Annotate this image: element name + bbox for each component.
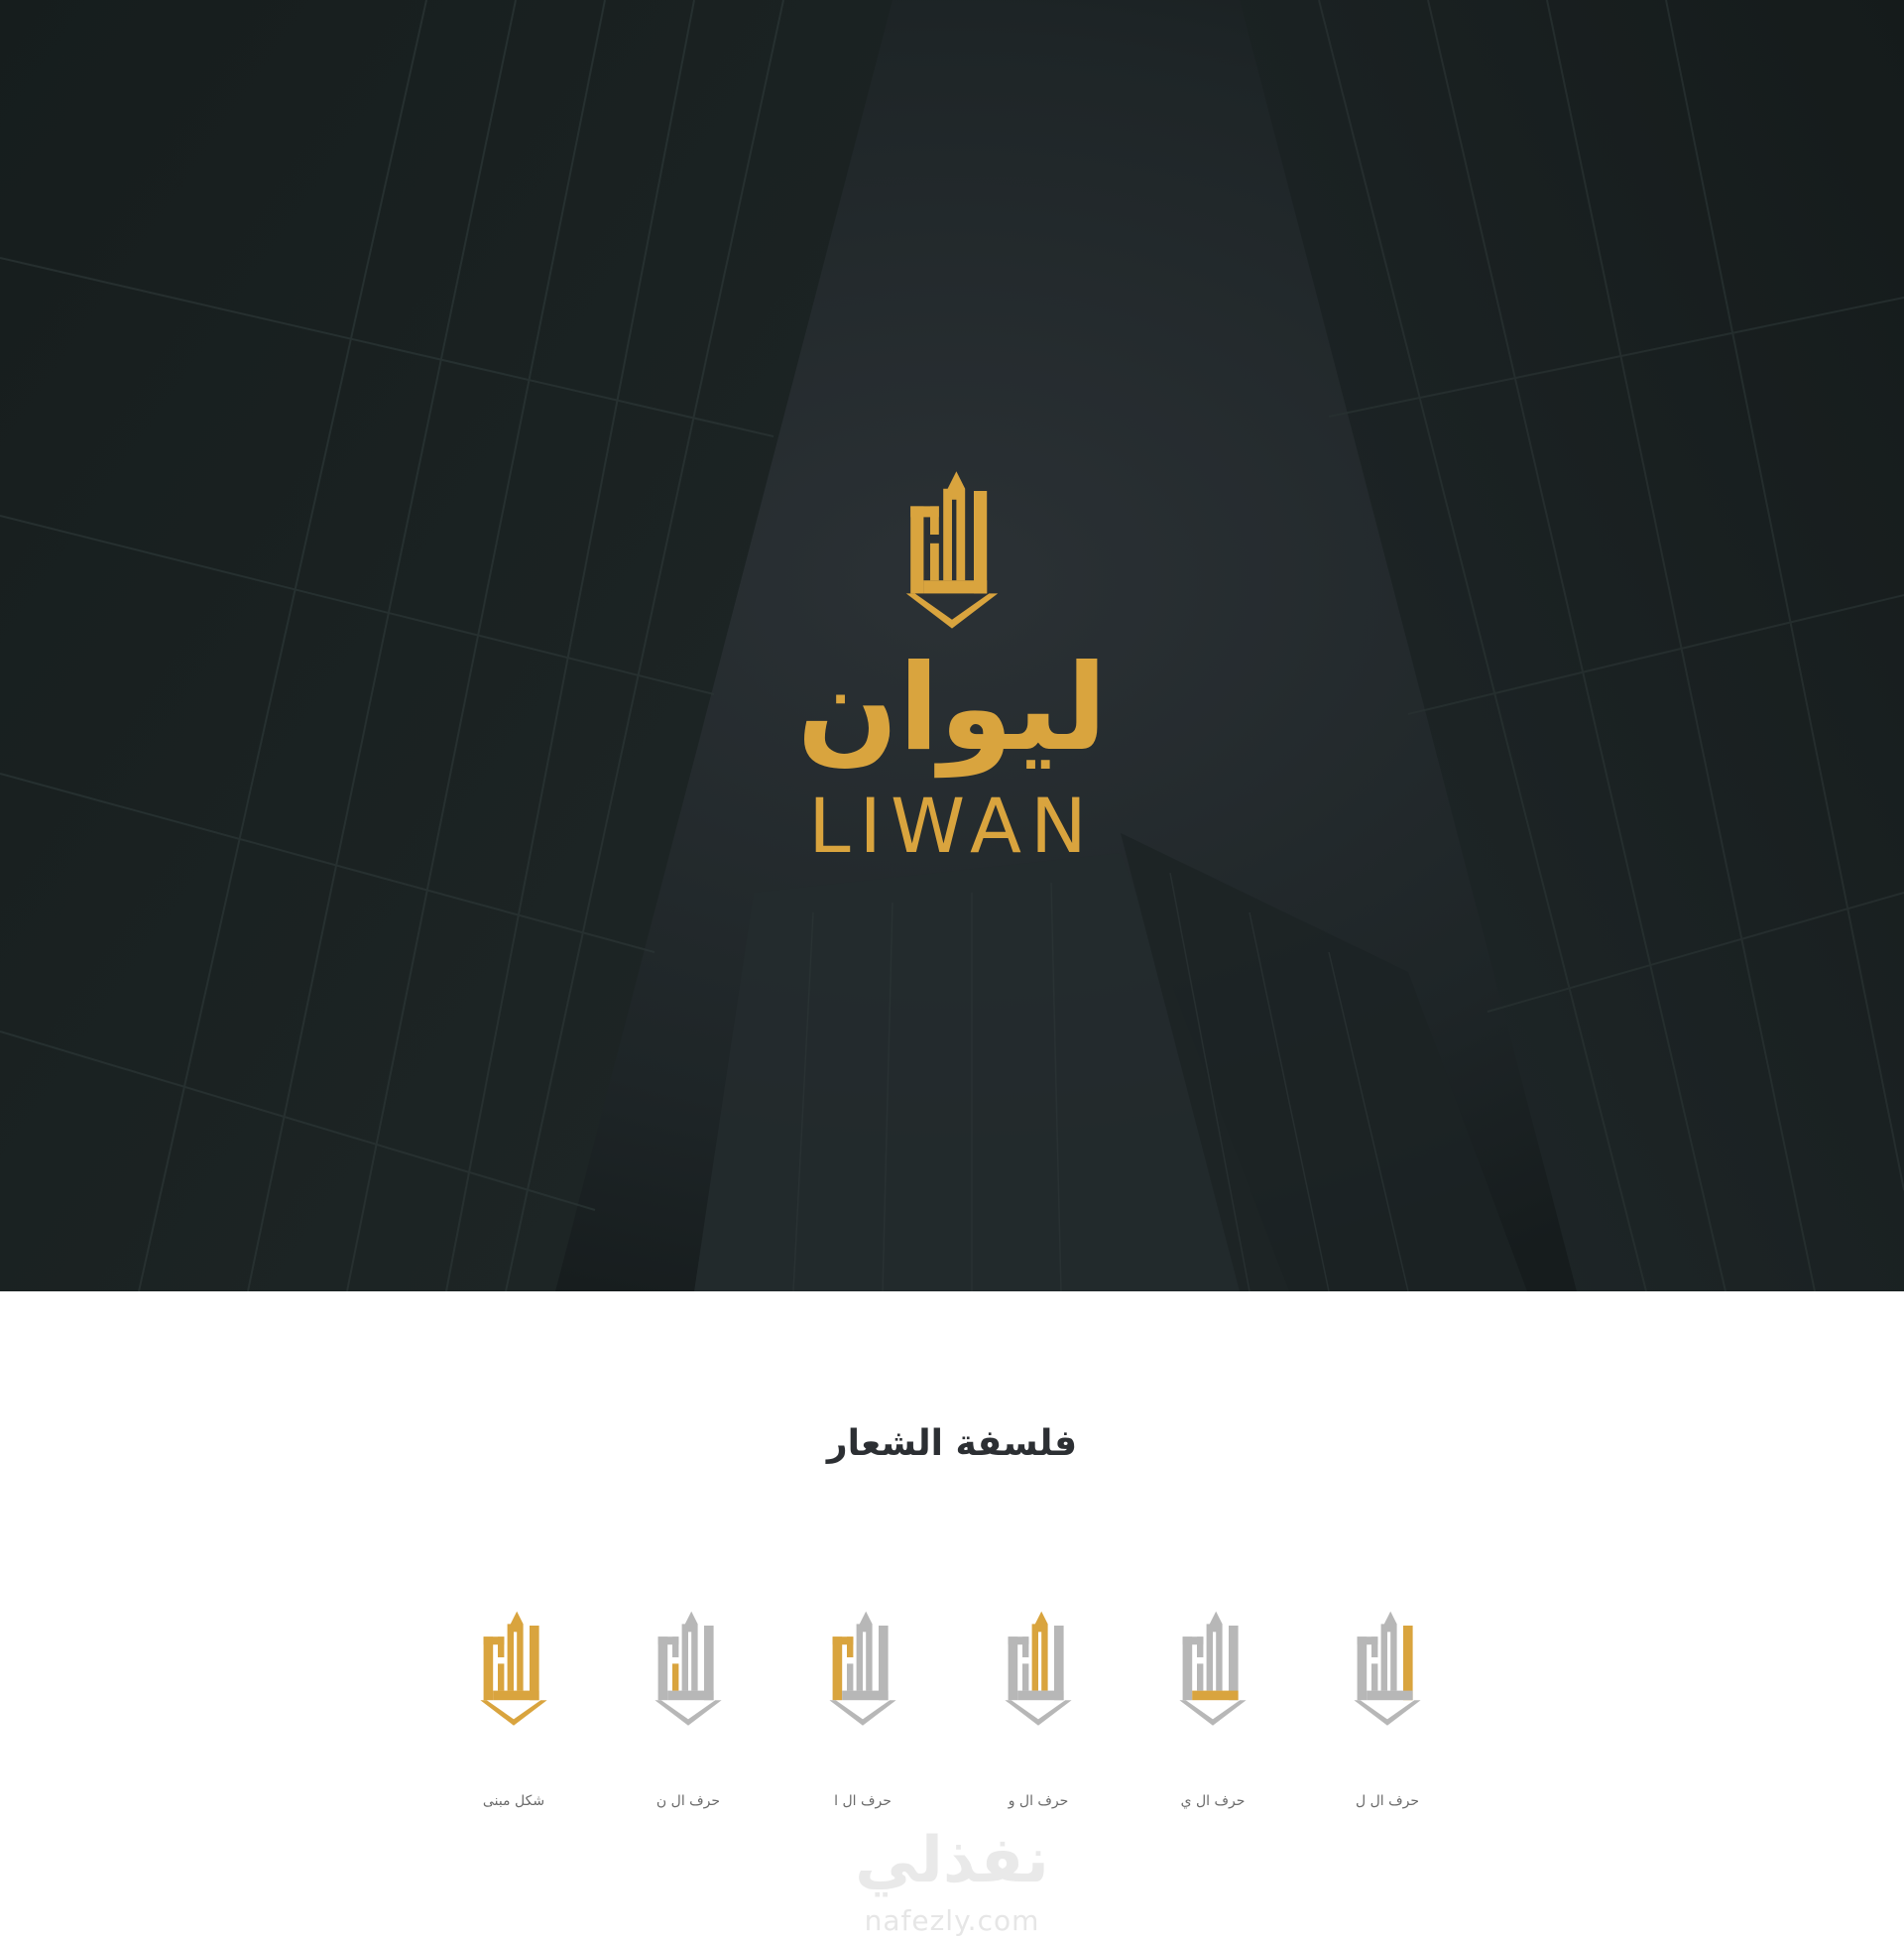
waw-stroke — [682, 1612, 698, 1691]
waw-stroke — [857, 1612, 873, 1691]
noon-stroke — [847, 1663, 853, 1690]
watermark-arabic: نفذلي — [855, 1824, 1049, 1897]
diamond-base — [654, 1700, 721, 1726]
variant-label: حرف ال ل — [1355, 1793, 1420, 1809]
liwan-logo-variant-icon — [1173, 1591, 1252, 1740]
yaa-stroke — [1192, 1691, 1238, 1701]
yaa-stroke — [493, 1691, 538, 1701]
variant-label: حرف ال ا — [834, 1793, 892, 1809]
waw-stroke — [1032, 1612, 1048, 1691]
liwan-logo-variant-icon — [649, 1591, 728, 1740]
noon-stroke — [672, 1663, 678, 1690]
liwan-logo-variant-icon — [474, 1591, 553, 1740]
alif-stroke — [833, 1637, 843, 1700]
waw-stroke — [508, 1612, 524, 1691]
yaa-stroke — [1367, 1691, 1412, 1701]
noon-stroke — [1197, 1663, 1203, 1690]
liwan-logo-icon — [897, 458, 1007, 633]
watermark-latin: nafezly.com — [864, 1904, 1040, 1937]
noon-stroke — [498, 1663, 504, 1690]
alif-stroke — [658, 1637, 668, 1700]
logo-variant — [599, 1591, 777, 1829]
brand-name-latin: LIWAN — [808, 782, 1096, 870]
diamond-base — [1005, 1700, 1071, 1726]
variant-label: حرف ال و — [1008, 1793, 1069, 1809]
lam-stroke — [1229, 1626, 1239, 1700]
logo-variant — [774, 1591, 952, 1829]
brand-name-arabic: ليوان — [796, 640, 1108, 778]
yaa-stroke — [667, 1691, 713, 1701]
logo-variant — [424, 1591, 603, 1829]
lam-stroke — [1403, 1626, 1413, 1700]
lam-stroke — [879, 1626, 889, 1700]
lam-stroke — [1054, 1626, 1064, 1700]
liwan-logo-variant-icon — [823, 1591, 902, 1740]
alif-hook — [1371, 1637, 1377, 1657]
variant-label: حرف ال ي — [1180, 1793, 1246, 1809]
liwan-logo-variant-icon — [999, 1591, 1078, 1740]
alif-stroke — [484, 1637, 494, 1700]
watermark — [0, 1823, 1904, 1940]
alif-hook — [498, 1637, 504, 1657]
yaa-stroke — [842, 1691, 888, 1701]
noon-stroke — [1022, 1663, 1028, 1690]
noon-stroke — [1371, 1663, 1377, 1690]
alif-hook — [847, 1637, 853, 1657]
yaa-stroke — [1017, 1691, 1063, 1701]
alif-hook — [1197, 1637, 1203, 1657]
alif-stroke — [1358, 1637, 1368, 1700]
logo-variant — [1298, 1591, 1477, 1829]
alif-stroke — [1009, 1637, 1018, 1700]
variant-label: حرف ال ن — [655, 1793, 721, 1809]
waw-stroke — [1207, 1612, 1223, 1691]
waw-stroke — [1381, 1612, 1397, 1691]
diamond-base — [1179, 1700, 1246, 1726]
alif-hook — [1022, 1637, 1028, 1657]
alif-hook — [672, 1637, 678, 1657]
lam-stroke — [530, 1626, 539, 1700]
liwan-logo-variant-icon — [1348, 1591, 1427, 1740]
section-title: فلسفة الشعار — [826, 1423, 1078, 1464]
diamond-base — [829, 1700, 895, 1726]
diamond-base — [480, 1700, 546, 1726]
variant-label: شكل مبنى — [482, 1793, 545, 1809]
logo-variant — [1124, 1591, 1302, 1829]
logo-variant — [949, 1591, 1128, 1829]
alif-stroke — [1183, 1637, 1193, 1700]
lam-stroke — [704, 1626, 714, 1700]
diamond-base — [1354, 1700, 1420, 1726]
